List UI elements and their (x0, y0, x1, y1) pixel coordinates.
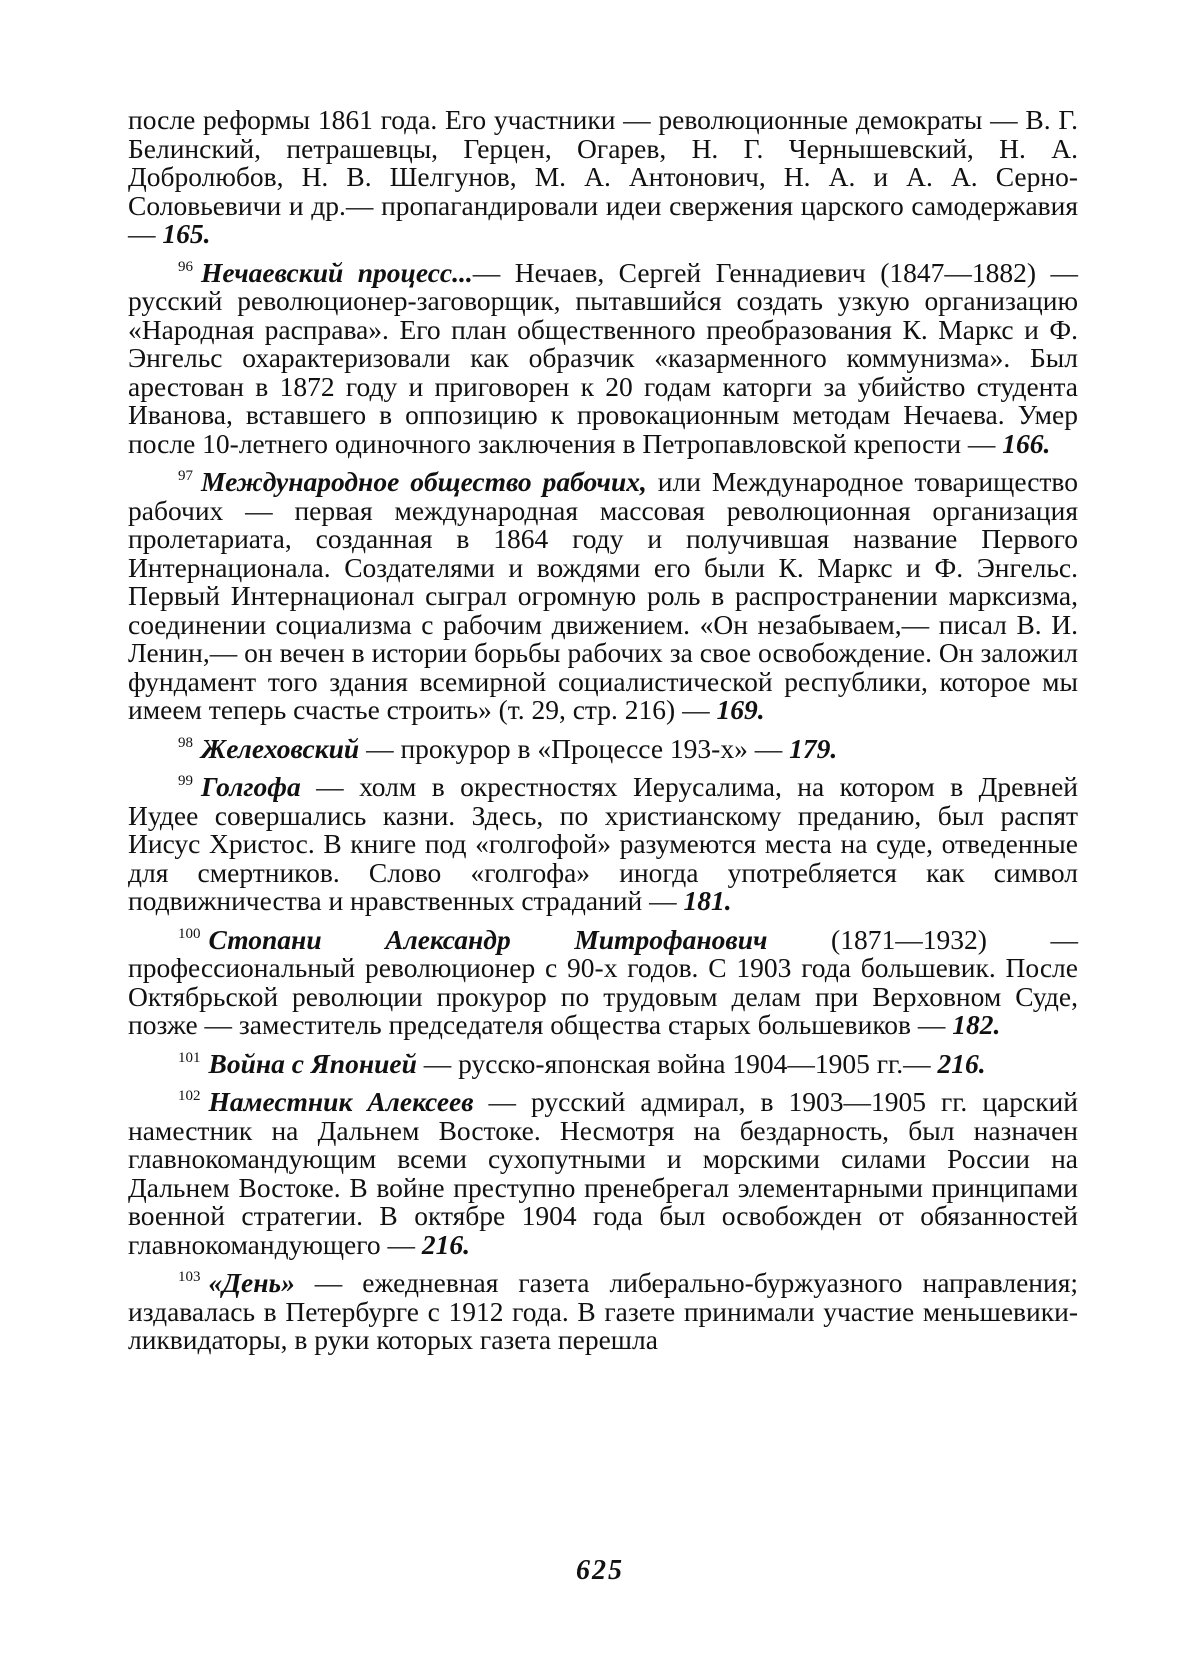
note-number: 102 (178, 1088, 201, 1104)
note-body: — русско-японская война 1904—1905 гг.— (416, 1047, 938, 1079)
note-96 (128, 256, 1078, 459)
note-term: Нечаевский процесс... (201, 256, 473, 288)
note-page-ref: 166. (1002, 427, 1051, 459)
note-body: после реформы 1861 года. Его участники — революционные демократы — В. Г. Белинский, петрашевцы, Герцен, Огарев, Н. Г. Чернышевский, Н. А. Добролюбов, Н. В. Шелгунов, М. А. Антонович, Н. А. и А. А. Серно-Соловьевичи и др.— пропагандировали идеи свержения царского самодержавия — (128, 104, 1078, 249)
page-number: 625 (576, 1555, 624, 1586)
note-number: 99 (178, 773, 193, 789)
note-page-ref: 169. (716, 694, 765, 725)
note-number: 97 (178, 468, 193, 484)
note-page-ref: 216. (421, 1228, 470, 1260)
note-body: (1871—1932) — профессиональный революционер с 90-х годов. С 1903 года большевик. После Октябрьской революции прокурор по трудовым делам при Верховном Суде, позже — заместитель председателя общества старых большевиков — (128, 923, 1078, 1040)
notes-column (128, 106, 1078, 1365)
note-term: Наместник Алексеев (208, 1086, 474, 1117)
note-term: Международное общество рабочих, (201, 466, 647, 497)
note-term: Желеховский (201, 732, 360, 764)
note-98 (128, 732, 1078, 764)
note-body: — Нечаев, Сергей Геннадиевич (1847—1882) — русский революционер-заговорщик, пытавшийся создать узкую организацию «Народная расправа». Его план общественного преобразования К. Маркс и Ф. Энгельс охарактеризовали как образчик «казарменного коммунизма». Был арестован в 1872 году и приговорен к 20 годам каторги за убийство студента Иванова, вставшего в оппозицию к провокационным методам Нечаева. Умер после 10-летнего одиночного заключения в Петропавловской крепости — (128, 256, 1078, 459)
note-102 (128, 1088, 1078, 1259)
note-99 (128, 773, 1078, 916)
note-101 (128, 1047, 1078, 1079)
note-97 (128, 468, 1078, 725)
note-number: 103 (178, 1269, 201, 1285)
note-number: 100 (178, 925, 201, 942)
note-body: — холм в окрестностях Иерусалима, на котором в Древней Иудее совершались казни. Здесь, по христианскому преданию, был распят Иисус Христос. В книге под «голгофой» разумеются места на суде, отведенные для смертников. Слово «голгофа» иногда употребляется как символ подвижничества и нравственных страданий — (128, 771, 1078, 916)
note-term: Стопани Александр Митрофанович (208, 923, 768, 955)
note-term: Война с Японией (208, 1047, 417, 1079)
note-term: «День» (208, 1267, 295, 1298)
note-body: — ежедневная газета либерально-буржуазного направления; издавалась в Петербурге с 1912 года. В газете принимали участие меньшевики-ликвидаторы, в руки которых газета перешла (128, 1267, 1078, 1355)
note-number: 98 (178, 734, 193, 751)
note-body: — прокурор в «Процессе 193-х» — (359, 732, 790, 764)
note-number: 96 (178, 258, 193, 275)
note-page-ref: 179. (789, 732, 838, 764)
note-continuation (128, 106, 1078, 249)
note-page-ref: 165. (162, 218, 211, 249)
note-body: или Международное товарищество рабочих — первая международная массовая революционная организация пролетариата, созданная в 1864 году и получившая название Первого Интернационала. Создателями и вождями его были К. Маркс и Ф. Энгельс. Первый Интернационал сыграл огромную роль в распространении марксизма, соединении социализма с рабочим движением. «Он незабываем,— писал В. И. Ленин,— он вечен в истории борьбы рабочих за свое освобождение. Он заложил фундамент того здания всемирной социалистической республики, которое мы имеем теперь счастье строить» (т. 29, стр. 216) — (128, 466, 1078, 725)
note-body: — русский адмирал, в 1903—1905 гг. царский наместник на Дальнем Востоке. Несмотря на бездарность, был назначен главнокомандующим всеми сухопутными и морскими силами России на Дальнем Востоке. В войне преступно пренебрегал элементарными принципами военной стратегии. В октябре 1904 года был освобожден от обязанностей главнокомандующего — (128, 1086, 1078, 1260)
note-page-ref: 182. (952, 1009, 1001, 1040)
note-term: Голгофа (201, 771, 301, 802)
note-page-ref: 181. (683, 885, 732, 916)
note-page-ref: 216. (937, 1047, 986, 1079)
note-number: 101 (178, 1049, 201, 1066)
note-100 (128, 923, 1078, 1040)
note-103 (128, 1269, 1078, 1355)
